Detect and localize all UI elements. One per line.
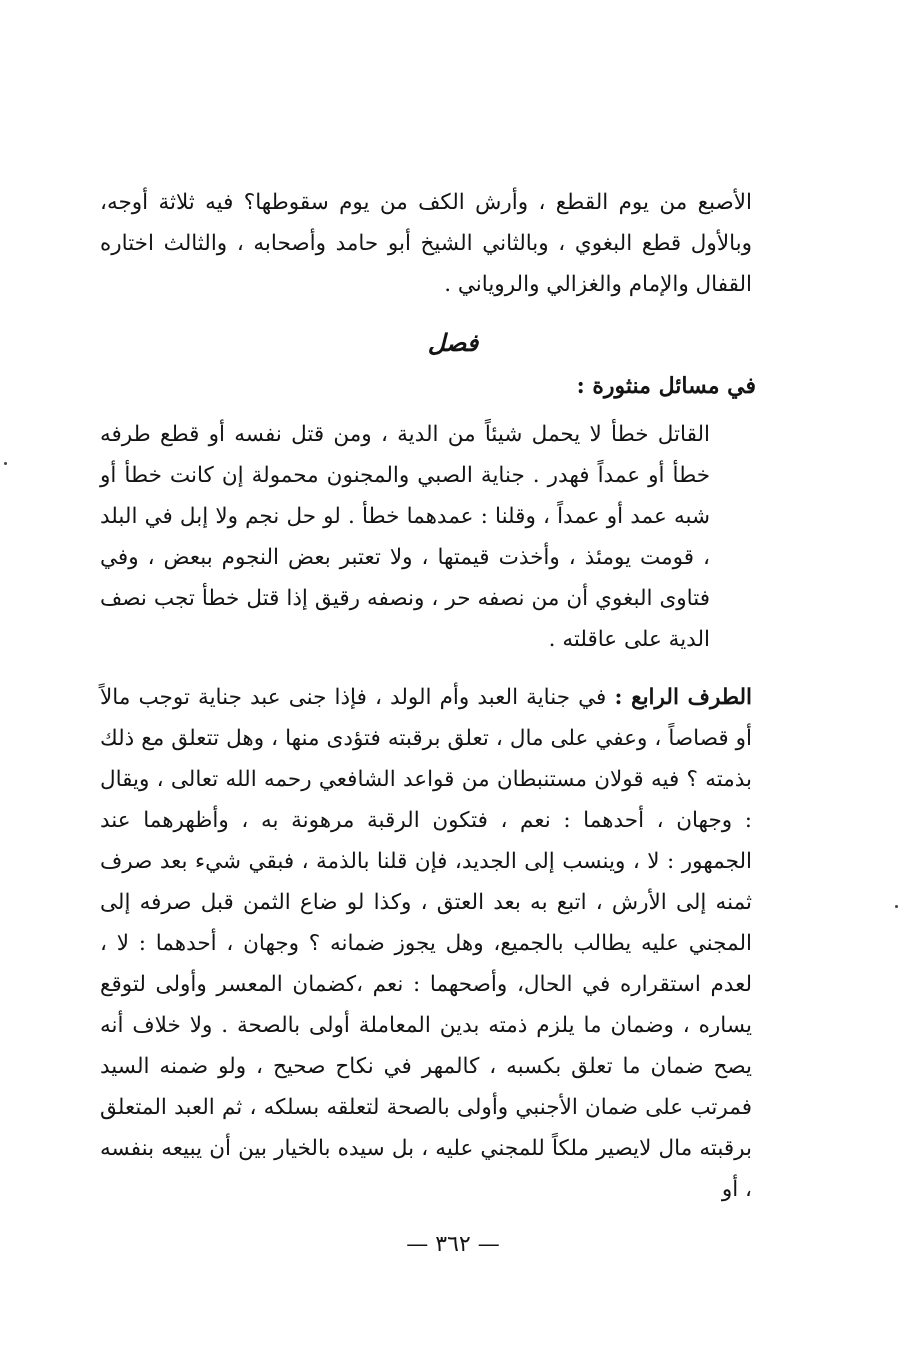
paragraph-scattered-issues <box>100 414 752 660</box>
section-heading: فصل <box>427 328 479 357</box>
margin-mark <box>895 905 898 908</box>
paragraph-scattered-text: القاتل خطأ لا يحمل شيئاً من الدية ، ومن قتل نفسه أو قطع طرفه خطأ أو عمداً فهدر . جناية الصبي والمجنون محمولة إن كانت خطأ أو شبه عمد أو عمداً ، وقلنا : عمدهما خطأ . لو حل نجم ولا إبل في البلد ، قومت يومئذ ، وأخذت قيمتها ، ولا تعتبر بعض النجوم ببعض ، وفي فتاوى البغوي أن من نصفه حر ، ونصفه رقيق إذا قتل خطأ تجب نصف الدية على عاقلته . <box>100 422 710 652</box>
paragraph-top <box>100 182 752 305</box>
page-number: — ٣٦٢ — <box>406 1232 500 1257</box>
margin-mark <box>4 462 7 465</box>
paragraph-fourth-part-text <box>100 677 752 1210</box>
fourth-part-label: الطرف الرابع : <box>614 685 752 710</box>
subheading: في مسائل منثورة : <box>576 373 756 399</box>
paragraph-fourth-part <box>100 677 752 1210</box>
fourth-part-body: في جناية العبد وأم الولد ، فإذا جنى عبد جناية توجب مالاً أو قصاصاً ، وعفي على مال ، تعلق برقبته فتؤدى منها ، وهل تتعلق مع ذلك بذمته ؟ فيه قولان مستنبطان من قواعد الشافعي رحمه الله تعالى ، ويقال : وجهان ، أحدهما : نعم ، فتكون الرقبة مرهونة به ، وأظهرهما عند الجمهور : لا ، وينسب إلى الجديد، فإن قلنا بالذمة ، فبقي شيء بعد صرف ثمنه إلى الأرش ، اتبع به بعد العتق ، وكذا لو ضاع الثمن قبل صرفه إلى المجني عليه يطالب بالجميع، وهل يجوز ضمانه ؟ وجهان ، أحدهما : لا ، لعدم استقراره في الحال، وأصحهما : نعم ،كضمان المعسر وأولى لتوقع يساره ، وضمان ما يلزم ذمته بدين المعاملة أولى بالصحة . ولا خلاف أنه يصح ضمان ما تعلق بكسبه ، كالمهر في نكاح صحيح ، ولو ضمنه السيد فمرتب على ضمان الأجنبي وأولى بالصحة لتعلقه بسلكه ، ثم العبد المتعلق برقبته مال لايصير ملكاً للمجني عليه ، بل سيده بالخيار بين أن يبيعه بنفسه ، أو <box>100 685 752 1202</box>
paragraph-top-text: الأصبع من يوم القطع ، وأرش الكف من يوم سقوطها؟ فيه ثلاثة أوجه، وبالأول قطع البغوي ، وبالثاني الشيخ أبو حامد وأصحابه ، والثالث اختاره القفال والإمام والغزالي والروياني . <box>100 190 752 297</box>
